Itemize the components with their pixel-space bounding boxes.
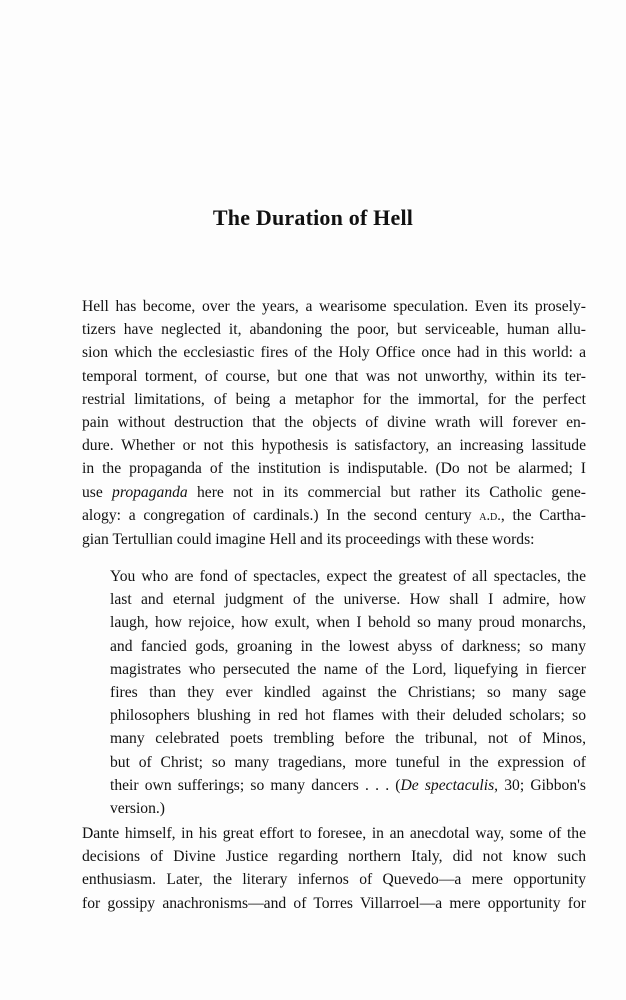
quote-line: You who are fond of spectacles, expect the greatest of all spectacles, the [110,568,586,585]
quote-line: many celebrated poets trembling before the tribunal, not of Minos, [110,730,586,748]
second-paragraph [82,822,586,915]
paragraph-line: in the propaganda of the institution is indisputable. (Do not be alarmed; I [82,460,586,478]
paragraph-line: tizers have neglected it, abandoning the poor, but serviceable, human allu- [82,321,586,339]
paragraph-line [82,481,586,504]
paragraph-line: restrial limitations, of being a metaphor for the immortal, for the perfect [82,390,586,408]
quote-line: and fancied gods, groaning in the lowest abyss of darkness; so many [110,637,586,655]
text-run: here not in its commercial but rather its Catholic gene- [187,483,586,501]
era-abbreviation: a.d. [479,507,501,524]
text-run: their own sufferings; so many dancers . . . ( [110,776,401,794]
quote-line: version.) [110,800,165,818]
block-quote [110,565,586,820]
paragraph-line: decisions of Divine Justice regarding northern Italy, did not know such [82,848,586,866]
quote-line: fires than they ever kindled against the Christians; so many sage [110,684,586,702]
paragraph-line [82,504,586,528]
paragraph-line: gian Tertullian could imagine Hell and its proceedings with these words: [82,531,535,549]
paragraph-line: for gossipy anachronisms—and of Torres Villarroel—a mere opportunity for [82,894,586,912]
text-run: , the Cartha- [500,506,586,524]
paragraph-line: dure. Whether or not this hypothesis is satisfactory, an increasing lassitude [82,437,586,455]
italic-term-propaganda: propaganda [112,483,188,501]
quote-line: magistrates who persecuted the name of the Lord, liquefying in fiercer [110,660,586,678]
opening-paragraph [82,295,586,551]
quote-line: but of Christ; so many tragedians, more tuneful in the expression of [110,753,586,771]
quote-line [110,774,586,797]
text-run: use [82,483,113,501]
text-run: , 30; Gibbon's [494,776,587,794]
paragraph-line: sion which the ecclesiastic fires of the Holy Office once had in this world: a [82,344,586,362]
chapter-title: The Duration of Hell [212,205,414,230]
quote-line: last and eternal judgment of the universe. How shall I admire, how [110,591,586,609]
quote-line: philosophers blushing in red hot flames with their deluded scholars; so [110,707,586,725]
paragraph-line: Dante himself, in his great effort to foresee, in an anecdotal way, some of the [82,825,586,842]
paragraph-line: Hell has become, over the years, a wearisome speculation. Even its prosely- [82,298,586,315]
paragraph-line: pain without destruction that the objects of divine wrath will forever en- [82,414,586,432]
quote-line: laugh, how rejoice, how exult, when I behold so many proud monarchs, [110,614,586,632]
italic-work-title: De spectaculis [400,776,495,794]
paragraph-line: temporal torment, of course, but one that was not unworthy, within its ter- [82,367,586,385]
text-run: alogy: a congregation of cardinals.) In the second century [82,506,480,524]
paragraph-line: enthusiasm. Later, the literary infernos of Quevedo—a mere opportunity [82,871,586,889]
